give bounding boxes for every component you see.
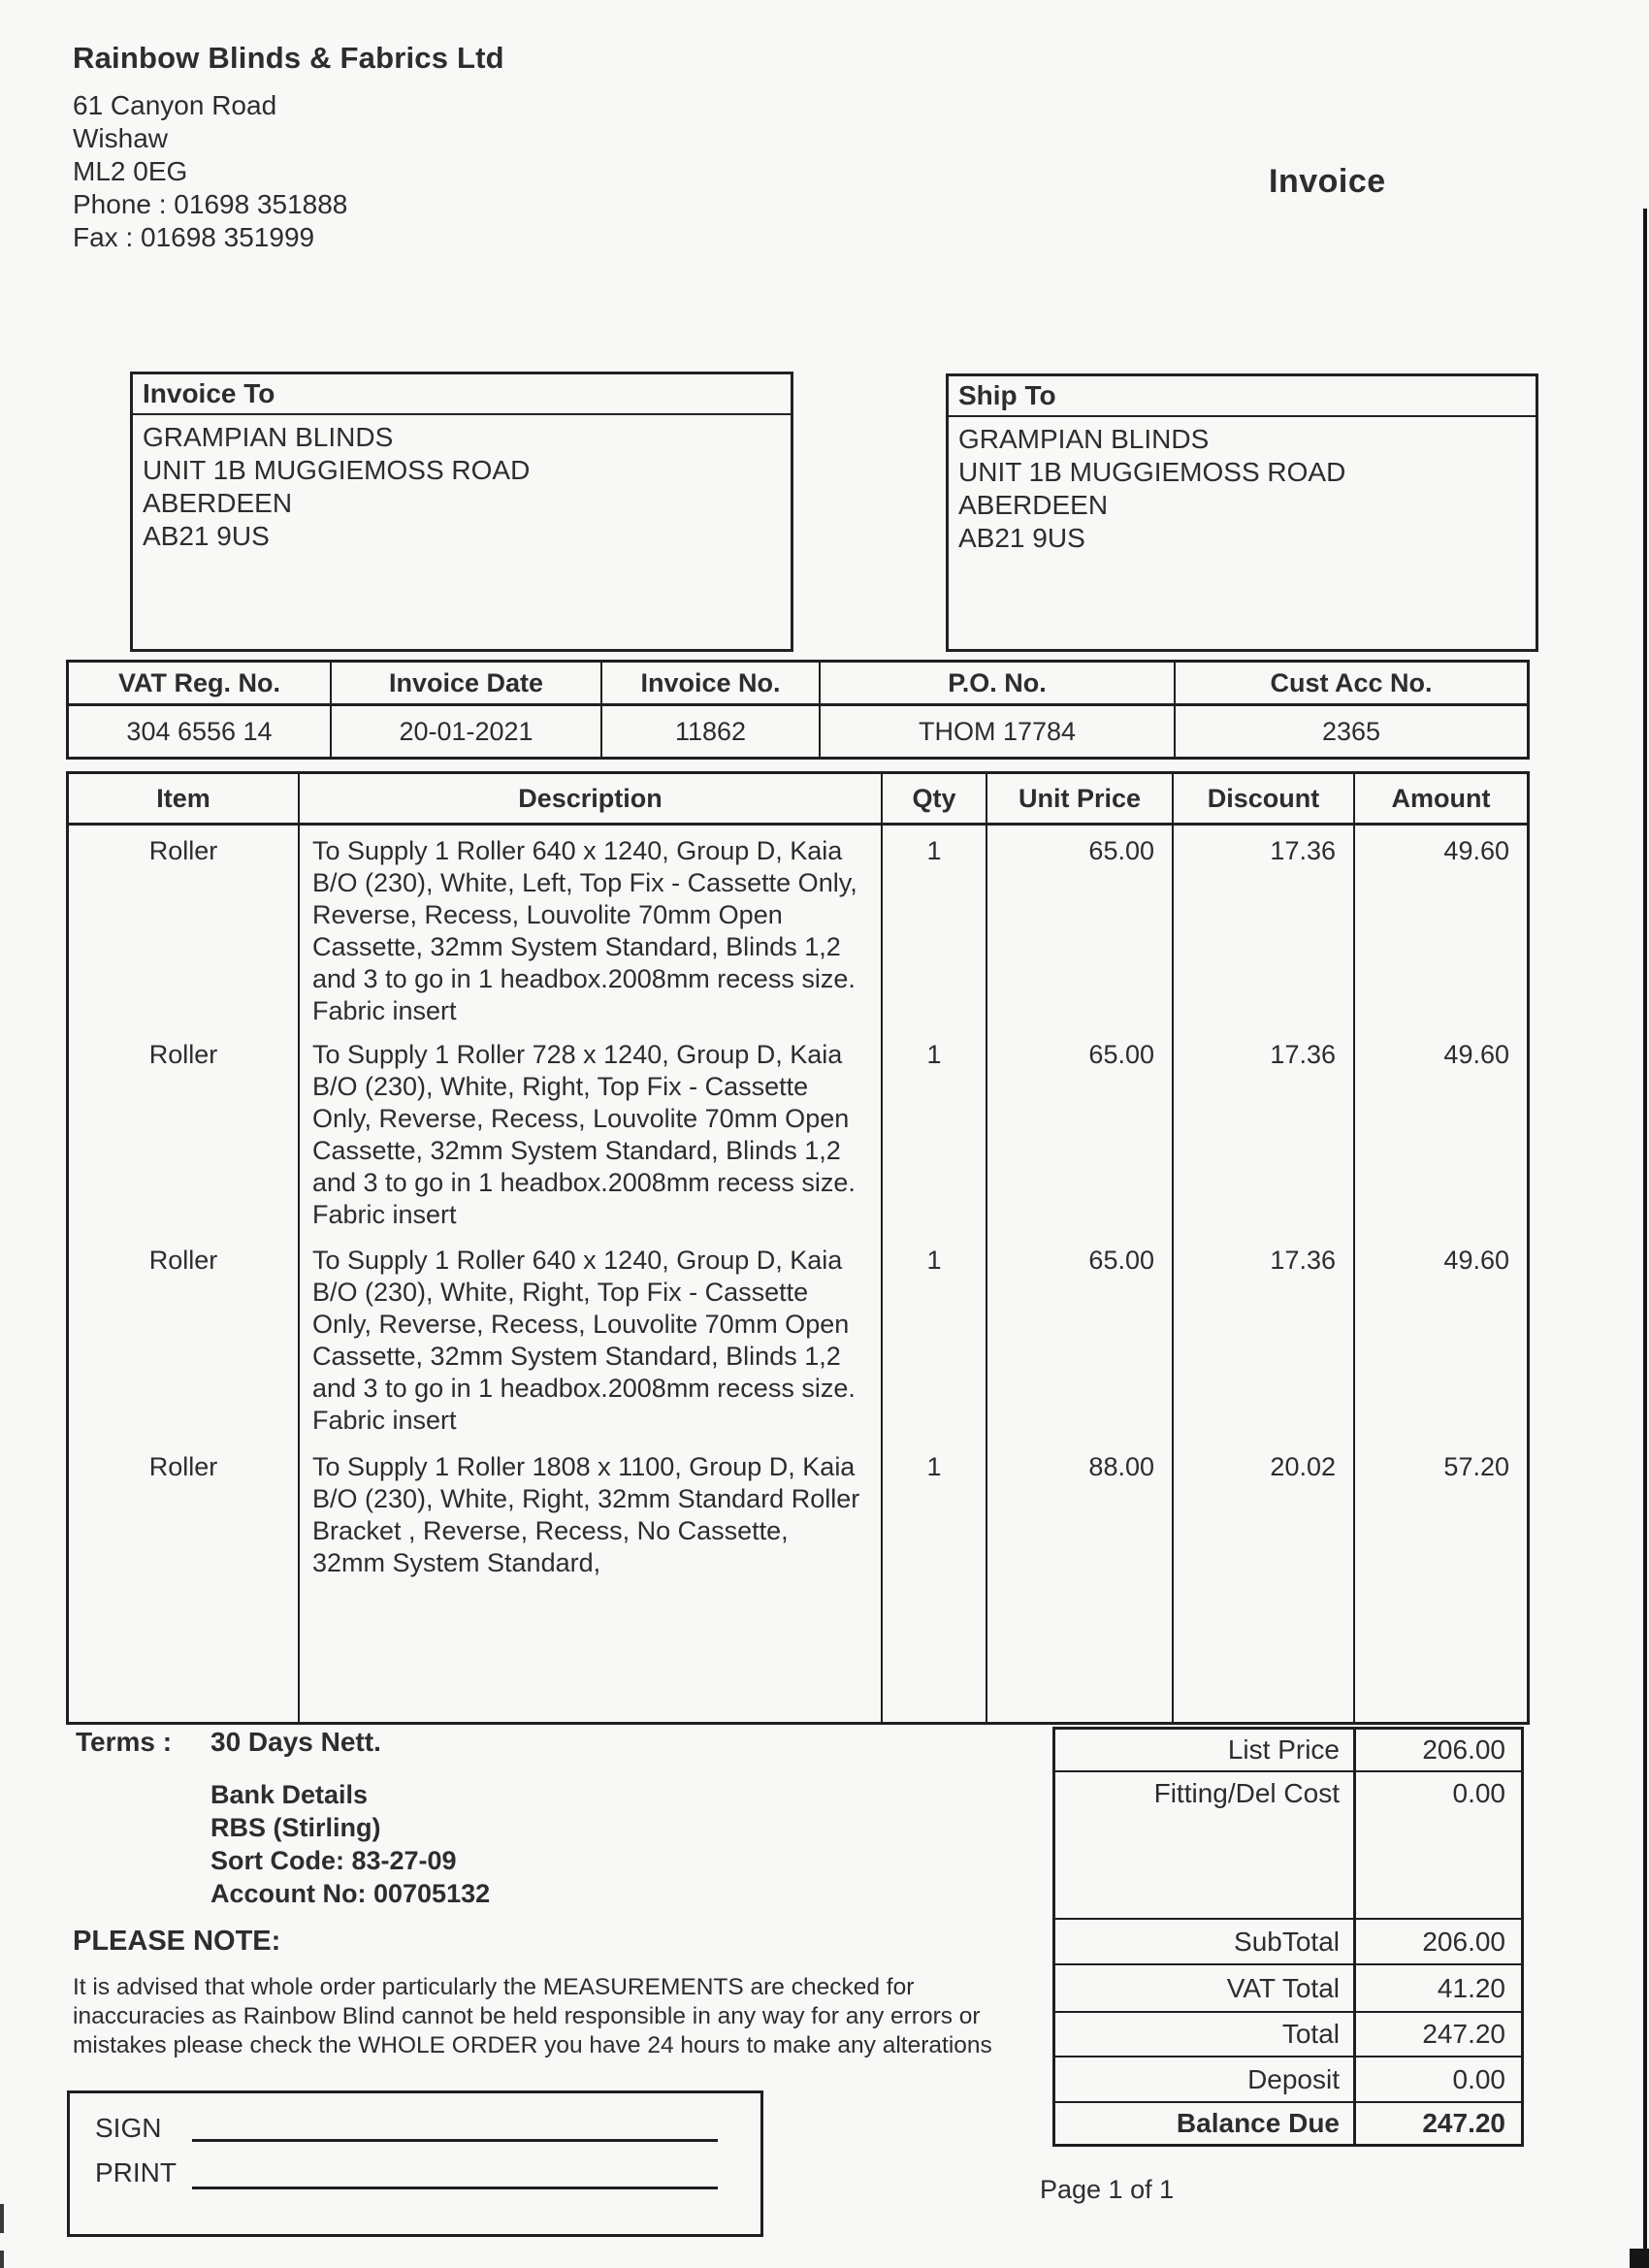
ship-to-line: GRAMPIAN BLINDS (958, 424, 1210, 454)
scan-edge-artifact-right (1643, 209, 1647, 2268)
item-discount-cell: 17.36 (1174, 1029, 1355, 1235)
scan-edge-artifact-left (0, 2204, 4, 2233)
totals-row-deposit (1055, 2056, 1521, 2101)
items-header-amount: Amount (1391, 783, 1491, 813)
please-note-heading: PLEASE NOTE: (73, 1926, 281, 1957)
totals-value: 0.00 (1452, 1778, 1505, 1808)
totals-row-balance-due (1055, 2101, 1521, 2144)
note-text: It is advised that whole order particularly the MEASUREMENTS are checked for inaccuracies as Rainbow Blind cannot be held responsible in any way for any errors or mistakes please check the WHOLE ORDER you have 24 hours to make any alterations (73, 1974, 992, 2058)
item-description-cell: To Supply 1 Roller 640 x 1240, Group D, Kaia B/O (230), White, Left, Top Fix - Cassette Only, Reverse, Recess, Louvolite 70mm Open Cassette, 32mm System Standard, Blinds 1,2 and 3 to go in 1 headbox.2008mm recess size. Fabric insert (300, 826, 883, 1029)
meta-header-cust-acc: Cust Acc No. (1270, 667, 1433, 697)
terms-label: Terms : (76, 1727, 173, 1757)
items-header-item: Item (69, 774, 300, 823)
item-unit-price-cell: 65.00 (987, 1235, 1174, 1442)
item-amount-cell: 57.20 (1443, 1452, 1509, 1481)
scan-corner-artifact (1630, 2249, 1649, 2268)
page-number: Page 1 of 1 (1040, 2175, 1175, 2204)
meta-value-cust-acc: 2365 (1321, 716, 1381, 746)
totals-label: VAT Total (1055, 1965, 1356, 2011)
sign-label: SIGN (95, 2113, 162, 2143)
totals-label: SubTotal (1055, 1920, 1356, 1963)
item-amount-cell: 49.60 (1443, 1040, 1509, 1069)
meta-header-po-no: P.O. No. (821, 663, 1176, 703)
company-fax: Fax : 01698 351999 (73, 222, 315, 252)
items-header-discount: Discount (1174, 774, 1355, 823)
ship-to-line: UNIT 1B MUGGIEMOSS ROAD (958, 457, 1346, 487)
item-discount-cell: 17.36 (1174, 826, 1355, 1029)
items-header-qty: Qty (883, 774, 987, 823)
company-address-line: Wishaw (73, 123, 169, 153)
totals-value: 206.00 (1422, 1734, 1505, 1765)
company-name: Rainbow Blinds & Fabrics Ltd (73, 41, 504, 75)
totals-value: 0.00 (1452, 2063, 1505, 2094)
ship-to-line: AB21 9US (958, 523, 1085, 553)
print-label: PRINT (95, 2157, 177, 2187)
totals-value: 206.00 (1422, 1926, 1505, 1957)
totals-label: Balance Due (1055, 2103, 1356, 2144)
item-qty-cell: 1 (883, 1235, 987, 1442)
item-description-cell: To Supply 1 Roller 1808 x 1100, Group D, Kaia B/O (230), White, Right, 32mm Standard Roller Bracket , Reverse, Recess, No Cassette, 32mm System Standard, (300, 1442, 883, 1722)
bank-details-line: RBS (Stirling) (210, 1813, 381, 1842)
item-description-cell: To Supply 1 Roller 728 x 1240, Group D, Kaia B/O (230), White, Right, Top Fix - Cassette Only, Reverse, Recess, Louvolite 70mm Open Cassette, 32mm System Standard, Blinds 1,2 and 3 to go in 1 headbox.2008mm recess size. Fabric insert (300, 1029, 883, 1235)
ship-to-header: Ship To (949, 376, 1536, 417)
sign-line (192, 2139, 718, 2142)
totals-row-fitting-cost (1055, 1770, 1521, 1918)
company-header (73, 41, 504, 254)
item-qty-cell: 1 (883, 826, 987, 1029)
totals-row-list-price (1055, 1730, 1521, 1770)
invoice-to-line: ABERDEEN (143, 488, 293, 518)
totals-value: 247.20 (1422, 2019, 1505, 2049)
item-discount-cell: 20.02 (1174, 1442, 1355, 1722)
bank-details-line: Account No: 00705132 (210, 1879, 491, 1908)
bank-details-heading: Bank Details (210, 1780, 369, 1809)
document-title: Invoice (1269, 163, 1386, 200)
item-amount-cell: 49.60 (1443, 836, 1509, 865)
invoice-to-header: Invoice To (133, 374, 791, 415)
invoice-to-line: UNIT 1B MUGGIEMOSS ROAD (143, 455, 531, 485)
item-type-cell: Roller (69, 1235, 300, 1442)
item-type-cell: Roller (69, 1029, 300, 1235)
item-description-cell: To Supply 1 Roller 640 x 1240, Group D, Kaia B/O (230), White, Right, Top Fix - Cassette Only, Reverse, Recess, Louvolite 70mm Open Cassette, 32mm System Standard, Blinds 1,2 and 3 to go in 1 headbox.2008mm recess size. Fabric insert (300, 1235, 883, 1442)
invoice-to-box (130, 372, 793, 652)
meta-header-invoice-date: Invoice Date (332, 663, 602, 703)
invoice-to-line: GRAMPIAN BLINDS (143, 422, 394, 452)
scan-edge-artifact-left (0, 2251, 4, 2268)
company-address-line: 61 Canyon Road (73, 90, 277, 120)
totals-row-subtotal (1055, 1918, 1521, 1963)
totals-label: Total (1055, 2013, 1356, 2056)
item-unit-price-cell: 88.00 (987, 1442, 1174, 1722)
item-discount-cell: 17.36 (1174, 1235, 1355, 1442)
item-type-cell: Roller (69, 826, 300, 1029)
item-amount-cell: 49.60 (1443, 1246, 1509, 1275)
ship-to-box (946, 373, 1538, 652)
item-unit-price-cell: 65.00 (987, 1029, 1174, 1235)
totals-value: 41.20 (1437, 1972, 1505, 2003)
meta-header-vat-reg: VAT Reg. No. (69, 663, 332, 703)
totals-label: Fitting/Del Cost (1055, 1772, 1356, 1918)
bank-details-line: Sort Code: 83-27-09 (210, 1846, 457, 1875)
item-unit-price-cell: 65.00 (987, 826, 1174, 1029)
line-items-table (66, 771, 1530, 1725)
items-header-description: Description (300, 774, 883, 823)
signature-box (67, 2090, 763, 2237)
meta-value-invoice-no: 11862 (602, 706, 821, 757)
meta-header-invoice-no: Invoice No. (602, 663, 821, 703)
meta-value-invoice-date: 20-01-2021 (332, 706, 602, 757)
meta-value-vat-reg: 304 6556 14 (69, 706, 332, 757)
totals-row-vat-total (1055, 1963, 1521, 2011)
invoice-to-line: AB21 9US (143, 521, 270, 551)
totals-label: Deposit (1055, 2057, 1356, 2101)
totals-table (1052, 1727, 1524, 2147)
totals-row-total (1055, 2011, 1521, 2056)
meta-value-po-no: THOM 17784 (821, 706, 1176, 757)
items-header-unit-price: Unit Price (987, 774, 1174, 823)
print-line (192, 2187, 718, 2189)
company-phone: Phone : 01698 351888 (73, 189, 348, 219)
totals-label: List Price (1055, 1730, 1356, 1770)
terms-value: 30 Days Nett. (210, 1727, 381, 1757)
totals-value: 247.20 (1422, 2108, 1505, 2138)
line-items-header-row (69, 774, 1527, 826)
invoice-meta-table (66, 660, 1530, 760)
item-type-cell: Roller (69, 1442, 300, 1722)
item-qty-cell: 1 (883, 1029, 987, 1235)
ship-to-line: ABERDEEN (958, 490, 1109, 520)
company-address-line: ML2 0EG (73, 156, 188, 186)
item-qty-cell: 1 (883, 1442, 987, 1722)
bank-details (210, 1778, 490, 1910)
